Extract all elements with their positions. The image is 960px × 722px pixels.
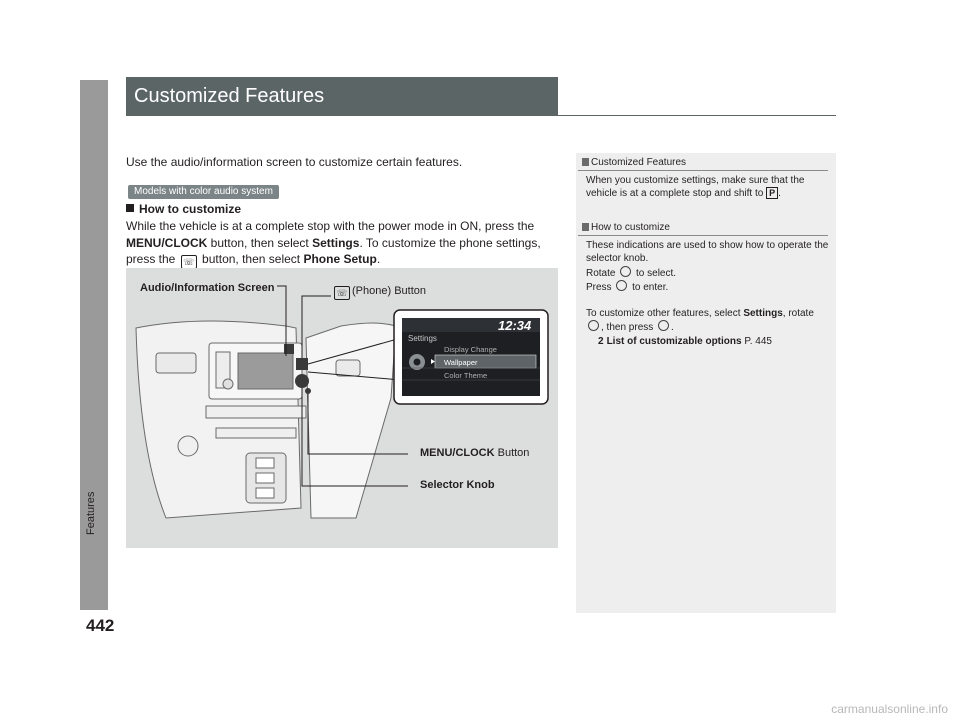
- reference-page: P. 445: [744, 335, 772, 347]
- shift-button: [256, 473, 274, 483]
- note-text: These indications are used to show how to operate the selector knob.: [586, 240, 829, 265]
- instructions-paragraph: [126, 218, 556, 269]
- dashboard-figure: [126, 268, 558, 548]
- phone-setup-term: Phone Setup: [303, 252, 377, 266]
- shift-button: [256, 458, 274, 468]
- screen-item-color-theme: Color Theme: [444, 371, 488, 380]
- note-text: Rotate: [586, 267, 616, 279]
- model-badge: Models with color audio system: [128, 185, 279, 199]
- note-text: , then press: [601, 322, 654, 334]
- para-text: . To customize the phone settings,: [359, 235, 541, 250]
- para-text: press the: [126, 252, 176, 266]
- rotate-line: [586, 266, 831, 280]
- note-text: .: [671, 322, 674, 334]
- phone-button-text: (Phone) Button: [352, 285, 426, 297]
- press-line: [586, 280, 831, 294]
- selector-knob-shape: [295, 374, 309, 388]
- button-row: [206, 406, 306, 418]
- note-how-to-customize: [582, 222, 831, 348]
- menu-clock-bold: MENU/CLOCK: [420, 447, 495, 459]
- note-text: When you customize settings, make sure that the vehicle is at a complete stop and shift to: [586, 175, 805, 200]
- left-knob: [178, 436, 198, 456]
- note-number-icon: [582, 223, 589, 231]
- phone-button-shape: [296, 358, 308, 370]
- section-tab-label: Features: [85, 491, 97, 535]
- other-features-line: [586, 307, 831, 335]
- label-selector-knob: Selector Knob: [420, 479, 495, 491]
- rotate-knob-icon: [588, 320, 599, 331]
- right-vent: [336, 360, 360, 376]
- spacer: [586, 294, 831, 307]
- page-title: Customized Features: [126, 77, 558, 115]
- page-number: 442: [86, 616, 115, 635]
- para-text: button, then select: [210, 235, 309, 250]
- volume-knob: [223, 379, 233, 389]
- rotate-knob-icon: [620, 266, 631, 277]
- watermark: carmanualsonline.info: [831, 702, 948, 716]
- audio-screen: [238, 353, 293, 389]
- shift-button: [256, 488, 274, 498]
- screen-item-display-change: Display Change: [444, 345, 497, 354]
- para-text: button, then select: [202, 252, 301, 266]
- reference-arrow-icon: 2: [598, 335, 604, 347]
- label-audio-screen: Audio/Information Screen: [140, 282, 275, 294]
- settings-term: Settings: [312, 235, 360, 250]
- note-header-text: How to customize: [591, 222, 670, 233]
- intro-text: Use the audio/information screen to customize certain features.: [126, 155, 463, 169]
- note-body: [582, 174, 831, 201]
- para-text: While the vehicle is at a complete stop with the power mode in ON, press the: [126, 219, 535, 233]
- note-text: to select.: [636, 267, 677, 279]
- section-side-tab: [80, 80, 108, 610]
- cross-reference[interactable]: [586, 335, 831, 348]
- note-number-icon: [582, 158, 589, 166]
- screen-menu-title: Settings: [408, 334, 437, 343]
- note-text: To customize other features, select: [586, 308, 741, 320]
- park-indicator: P: [766, 187, 778, 199]
- note-header: [582, 222, 831, 233]
- hazard-row: [216, 428, 296, 438]
- press-knob-icon: [658, 320, 669, 331]
- label-phone-button: [332, 285, 426, 300]
- menu-clock-term: MENU/CLOCK: [126, 235, 208, 250]
- note-header: [582, 157, 831, 168]
- left-vent: [156, 353, 196, 373]
- note-rule: [578, 235, 828, 236]
- label-menu-clock-button: [420, 447, 529, 459]
- menu-clock-rest: Button: [494, 447, 530, 459]
- screen-item-wallpaper: Wallpaper: [444, 358, 478, 367]
- screen-clock: 12:34: [498, 318, 532, 333]
- heading-square-icon: [126, 204, 134, 212]
- note-text: Press: [586, 281, 612, 293]
- dashboard-illustration: [126, 268, 558, 548]
- note-rule: [578, 170, 828, 171]
- phone-icon: ☏: [334, 286, 350, 300]
- reference-link[interactable]: List of customizable options: [606, 335, 742, 347]
- para-text: .: [376, 252, 381, 266]
- menu-button-shape: [305, 388, 311, 394]
- note-customized-features: [582, 157, 831, 201]
- heading-text: How to customize: [139, 202, 242, 216]
- phone-icon: ☏: [181, 255, 197, 269]
- note-header-text: Customized Features: [591, 157, 687, 168]
- note-text: .: [778, 188, 781, 200]
- note-text: to enter.: [632, 281, 669, 293]
- press-knob-icon: [616, 280, 627, 291]
- section-heading: [126, 202, 241, 216]
- note-text: , rotate: [782, 308, 814, 320]
- settings-term: Settings: [743, 308, 783, 320]
- title-rule: [126, 115, 836, 116]
- note-body: [582, 239, 831, 348]
